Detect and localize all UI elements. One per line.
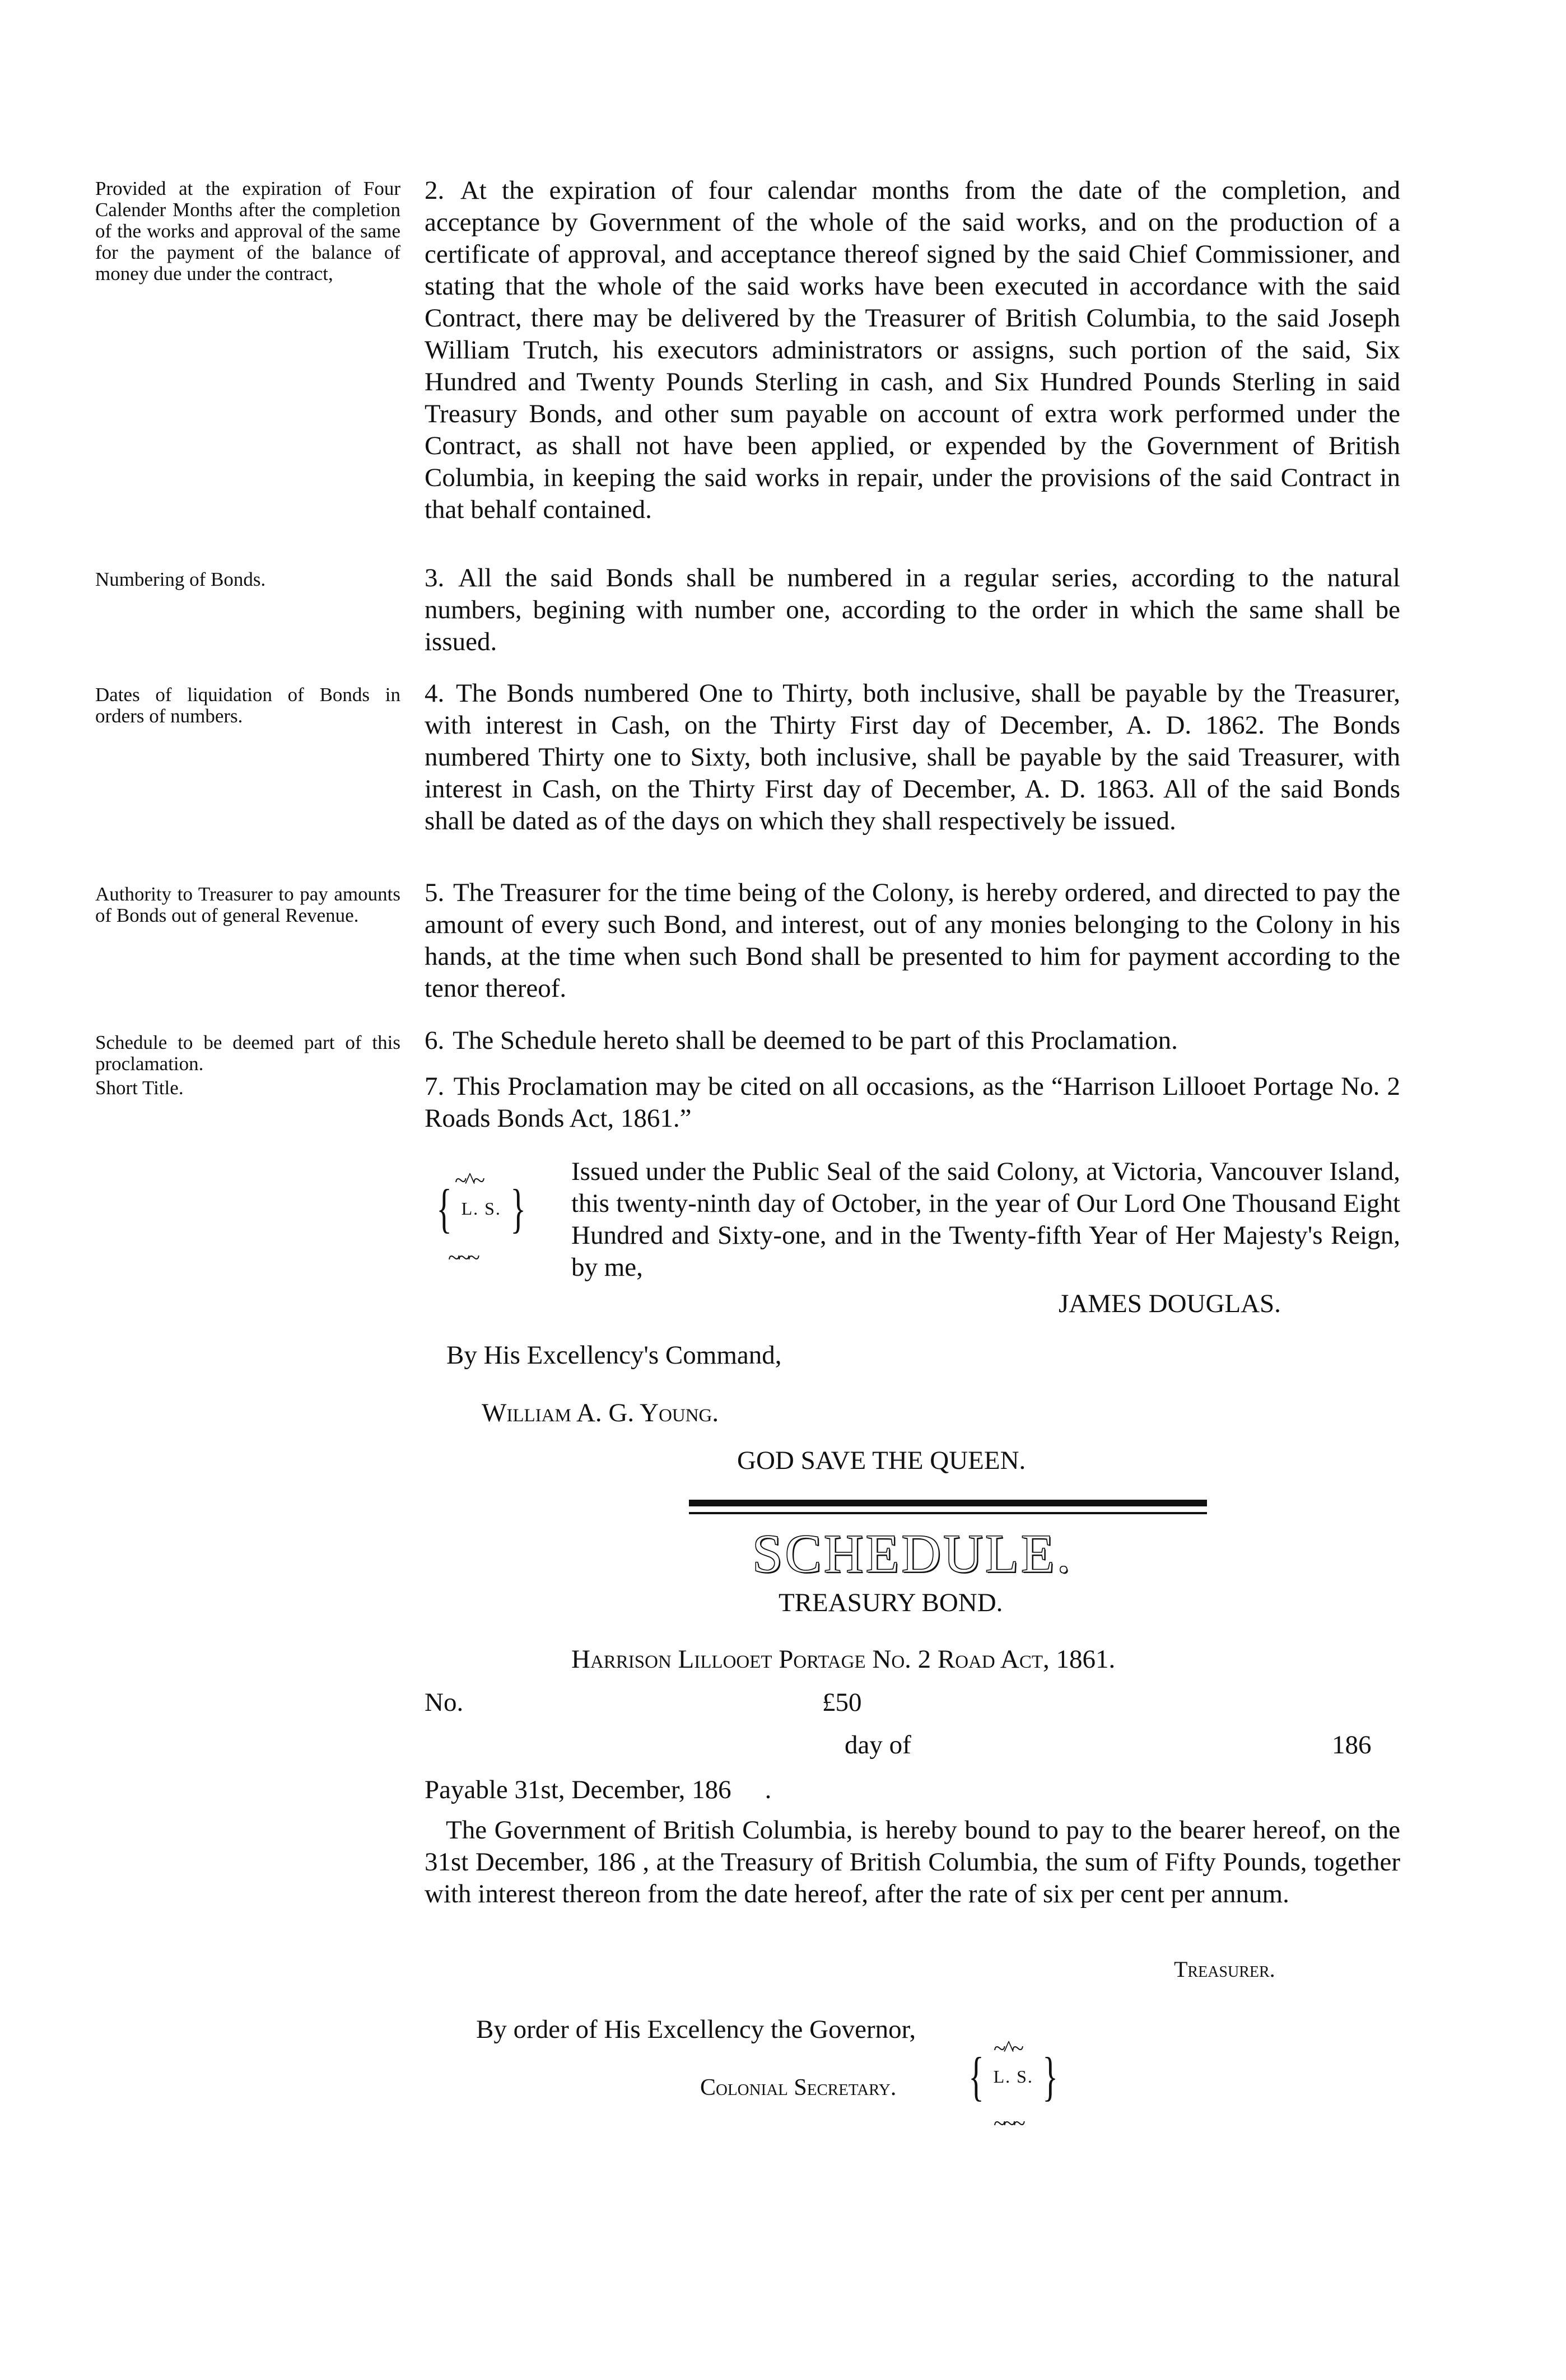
section-2-number: 2. [425,176,445,205]
seal-brace-left: { [436,1178,452,1238]
seal-brace-right: } [510,1178,526,1238]
bond-payable-dot: . [765,1775,772,1804]
seal-flourish-bottom: ~~~ [448,1245,478,1270]
colonial-seal-mark [963,2036,1064,2136]
god-save-the-queen: GOD SAVE THE QUEEN. [737,1446,1026,1475]
section-3-number: 3. [425,563,445,592]
public-seal-mark [431,1168,532,1270]
margin-note-expiration: Provided at the expiration of Four Calender Months after the completion of the works and approval of the same for the payment of the balance of money due under the contract, [95,178,400,284]
section-7-number: 7. [425,1072,445,1101]
seal-flourish-top: ~^~ [455,1168,483,1193]
bond-payable-line [425,1774,771,1806]
colonial-seal-flourish-bottom: ~~~ [994,2111,1023,2136]
section-5-number: 5. [425,878,445,907]
section-7 [425,1071,1400,1135]
section-4-text: The Bonds numbered One to Thirty, both inclusive, shall be payable by the Treasurer, with interest in Cash, on the Thirty First day of December, A. D. 1862. The Bonds numbered Thirty one to Sixty, both inclusive, shall be payable by the said Treasurer, with interest in Cash, on the Thirty First day of December, A. D. 1863. All of the said Bonds shall be dated as of the days on which they shall respectively be issued. [425,679,1401,836]
section-6-number: 6. [425,1026,445,1055]
by-order-line: By order of His Excellency the Governor, [476,2015,916,2044]
schedule-title: SCHEDULE. [752,1524,1073,1584]
section-4 [425,678,1400,837]
schedule-subtitle: TREASURY BOND. [779,1588,1003,1617]
treasurer-signature: Treasurer. [1174,1957,1275,1982]
margin-note-numbering: Numbering of Bonds. [95,568,266,590]
section-3 [425,562,1400,658]
bond-year: 186 [1332,1730,1372,1760]
section-7-text: This Proclamation may be cited on all occasions, as the “Harrison Lillooet Portage No. 2 Roads Bonds Act, 1861.” [425,1072,1400,1133]
signatory: JAMES DOUGLAS. [1059,1289,1281,1318]
section-4-number: 4. [425,679,445,708]
divider-rule-thick [689,1500,1207,1506]
colonial-seal-brace-left: { [968,2046,984,2106]
bond-amount: £50 [822,1688,862,1717]
section-2-text: At the expiration of four calendar months from the date of the completion, and acceptance by Government of the whole of the said works, and on the production of a certificate of approval, and acceptance thereof signed by the said Chief Commissioner, and stating that the whole of the said works have been executed in accordance with the said Contract, there may be delivered by the Treasurer of British Columbia, to the said Joseph William Trutch, his executors administrators or assigns, such portion of the said, Six Hundred and Twenty Pounds Sterling in cash, and Six Hundred Pounds Sterling in said Treasury Bonds, and other sum payable on account of extra work performed under the Contract, as shall not have been applied, or expended by the Government of British Columbia, in keeping the said works in repair, under the provisions of the said Contract in that behalf contained. [425,176,1400,524]
section-2 [425,175,1400,526]
section-6 [425,1025,1400,1057]
issued-statement: Issued under the Public Seal of the said Colony, at Victoria, Vancouver Island, this twenty-ninth day of October, in the year of Our Lord One Thousand Eight Hundred and Sixty-one, and in the Twenty-fifth Year of Her Majesty's Reign, by me, [571,1157,1400,1282]
bond-number-label: No. [425,1688,464,1717]
colonial-secretary: Colonial Secretary. [700,2075,897,2101]
divider-rule-thin [689,1512,1207,1514]
colonial-seal-label: L. S. [993,2066,1033,2087]
secretary-name: William A. G. Young. [482,1398,719,1427]
seal-label: L. S. [461,1198,501,1219]
margin-note-authority: Authority to Treasurer to pay amounts of Bonds out of general Revenue. [95,883,400,926]
section-3-text: All the said Bonds shall be numbered in a regular series, according to the natural numbers, begining with number one, according to the order in which the same shall be issued. [425,563,1400,656]
section-6-text: The Schedule hereto shall be deemed to be part of this Proclamation. [453,1026,1178,1055]
colonial-seal-brace-right: } [1042,2046,1059,2106]
margin-note-schedule-part: Schedule to be deemed part of this proclamation. [95,1032,400,1075]
margin-note-dates: Dates of liquidation of Bonds in orders of numbers. [95,684,400,727]
section-5 [425,877,1400,1005]
colonial-seal-flourish-top: ~^~ [994,2036,1022,2061]
bond-day-of: day of [845,1730,911,1760]
bond-payable-text: Payable 31st, December, 186 [425,1775,731,1804]
bond-body: The Government of British Columbia, is hereby bound to pay to the bearer hereof, on the 31st December, 186 , at the Treasury of British Columbia, the sum of Fifty Pounds, together with interest thereon from the date hereof, after the rate of six per cent per annum. [425,1816,1400,1908]
margin-note-short-title: Short Title. [95,1077,184,1099]
section-5-text: The Treasurer for the time being of the Colony, is hereby ordered, and directed to pay the amount of every such Bond, and interest, out of any monies belonging to the Colony in his hands, at the time when such Bond shall be presented to him for payment according to the tenor thereof. [425,878,1400,1003]
schedule-act-title: Harrison Lillooet Portage No. 2 Road Act, 1861. [571,1645,1116,1674]
command-line: By His Excellency's Command, [446,1341,782,1370]
